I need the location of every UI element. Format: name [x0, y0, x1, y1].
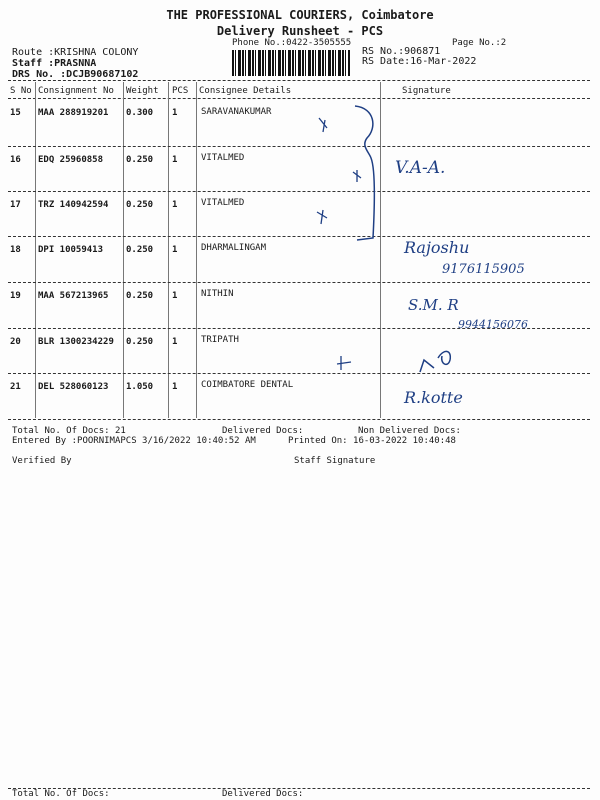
- header-top-rule: [8, 80, 590, 81]
- staff-field: Staff :PRASNNA: [12, 58, 97, 69]
- row-weight: 0.250: [126, 200, 154, 210]
- row-divider: [8, 191, 590, 192]
- signature-row-21: R.kotte: [404, 388, 463, 407]
- col-divider: [35, 82, 36, 418]
- row-consignee: SARAVANAKUMAR: [201, 107, 272, 117]
- phone-row-18: 9176115905: [442, 262, 525, 277]
- row-pcs: 1: [172, 382, 178, 392]
- row-sno: 20: [10, 337, 21, 347]
- row-consignment: BLR 1300234229: [38, 337, 114, 347]
- row-weight: 0.250: [126, 245, 154, 255]
- row-divider: [8, 146, 590, 147]
- row-pcs: 1: [172, 200, 178, 210]
- handwritten-bracket-mark: [305, 100, 385, 245]
- row-consignment: DPI 10059413: [38, 245, 104, 255]
- row-consignee: DHARMALINGAM: [201, 243, 267, 253]
- row-weight: 0.250: [126, 291, 154, 301]
- col-divider: [168, 82, 169, 418]
- row-sno: 19: [10, 291, 21, 301]
- row-pcs: 1: [172, 337, 178, 347]
- row-weight: 0.250: [126, 155, 154, 165]
- verified-by-label: Verified By: [12, 456, 72, 466]
- delivered-docs: Delivered Docs:: [222, 426, 304, 436]
- row-consignment: DEL 528060123: [38, 382, 109, 392]
- phone-number: Phone No.:0422-3505555: [232, 38, 352, 48]
- signature-row-20: [412, 338, 462, 378]
- entered-by: Entered By :POORNIMAPCS 3/16/2022 10:40:52 AM: [12, 436, 256, 446]
- col-sno: S No: [10, 86, 32, 96]
- row-weight: 0.300: [126, 108, 154, 118]
- row-weight: 0.250: [126, 337, 154, 347]
- row-divider: [8, 373, 590, 374]
- rs-date: RS Date:16-Mar-2022: [362, 56, 477, 67]
- page-number: Page No.:2: [452, 38, 507, 48]
- printed-on: Printed On: 16-03-2022 10:40:48: [288, 436, 456, 446]
- row-divider: [8, 282, 590, 283]
- row-consignee: VITALMED: [201, 153, 245, 163]
- route-field: Route :KRISHNA COLONY: [12, 47, 139, 58]
- row-pcs: 1: [172, 291, 178, 301]
- col-signature: Signature: [402, 86, 451, 96]
- row-sno: 16: [10, 155, 21, 165]
- row-sno: 21: [10, 382, 21, 392]
- row-weight: 1.050: [126, 382, 154, 392]
- row-consignee: VITALMED: [201, 198, 245, 208]
- row-pcs: 1: [172, 108, 178, 118]
- signature-row-19: S.M. R: [408, 296, 459, 314]
- col-consignment: Consignment No: [38, 86, 114, 96]
- barcode-image: [232, 50, 350, 76]
- col-consignee: Consignee Details: [199, 86, 292, 96]
- phone-row-19: 9944156076: [458, 318, 528, 331]
- row-divider: [8, 236, 590, 237]
- footer-delivered-docs: Delivered Docs:: [222, 789, 304, 799]
- footer-total-docs: Total No. Of Docs:: [12, 789, 110, 799]
- row-consignee: NITHIN: [201, 289, 234, 299]
- col-divider: [196, 82, 197, 418]
- row-consignee: COIMBATORE DENTAL: [201, 380, 294, 390]
- total-docs: Total No. Of Docs: 21: [12, 426, 126, 436]
- staff-signature-label: Staff Signature: [294, 456, 376, 466]
- col-pcs: PCS: [172, 86, 189, 96]
- company-title: THE PROFESSIONAL COURIERS, Coimbatore: [166, 8, 434, 22]
- signature-row-16: V.A-A.: [395, 158, 446, 178]
- row-consignment: TRZ 140942594: [38, 200, 109, 210]
- row-consignment: MAA 567213965: [38, 291, 109, 301]
- header-bottom-rule: [8, 98, 590, 99]
- row-pcs: 1: [172, 245, 178, 255]
- signature-row-18: Rajoshu: [404, 238, 470, 257]
- row-pcs: 1: [172, 155, 178, 165]
- row-consignment: MAA 288919201: [38, 108, 109, 118]
- col-divider: [123, 82, 124, 418]
- rs-number: RS No.:906871: [362, 46, 441, 57]
- row-sno: 15: [10, 108, 21, 118]
- document-title: Delivery Runsheet - PCS: [216, 24, 384, 38]
- col-weight: Weight: [126, 86, 159, 96]
- row-consignee: TRIPATH: [201, 335, 239, 345]
- drs-number: DRS No. :DCJB90687102: [12, 69, 139, 80]
- handwritten-tick-mark: [335, 352, 355, 374]
- row-sno: 17: [10, 200, 21, 210]
- row-consignment: EDQ 25960858: [38, 155, 104, 165]
- non-delivered-docs: Non Delivered Docs:: [358, 426, 461, 436]
- row-sno: 18: [10, 245, 21, 255]
- table-bottom-rule: [8, 419, 590, 420]
